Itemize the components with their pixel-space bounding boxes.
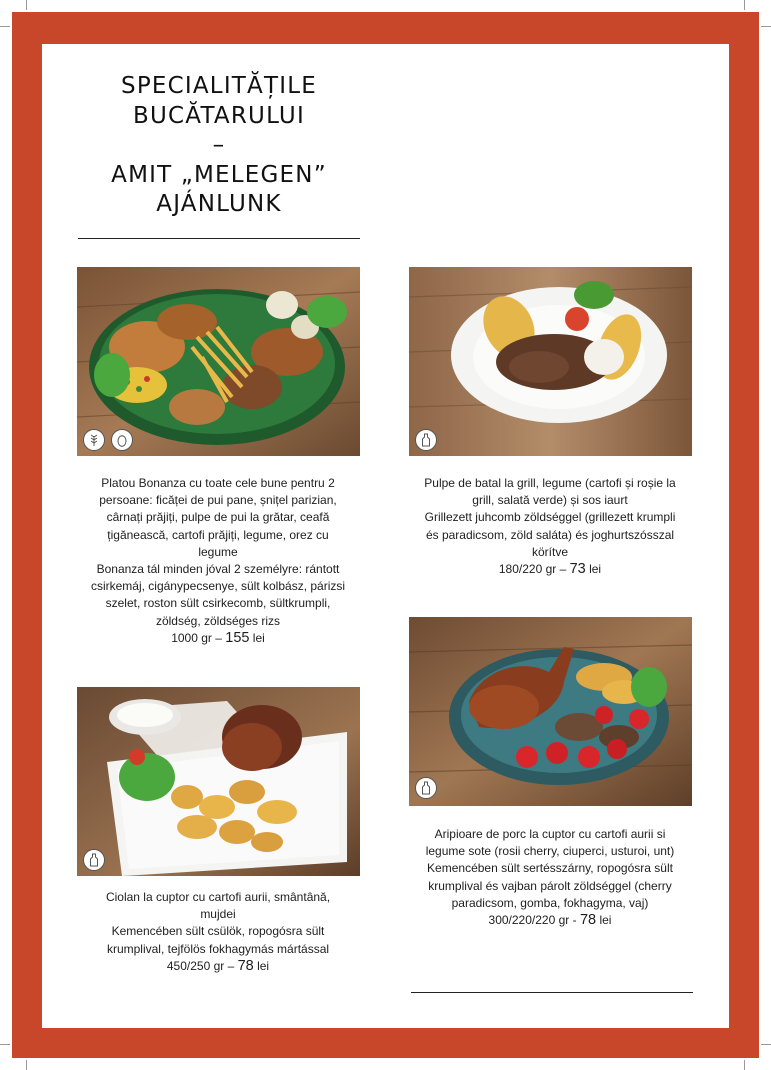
dish-weight: 1000 gr – <box>171 630 222 645</box>
price-line <box>400 561 700 578</box>
title-divider <box>78 238 360 239</box>
lamb-grill-photo <box>409 267 692 456</box>
crop-mark <box>0 1044 10 1045</box>
crop-mark <box>0 26 10 27</box>
description-line: persoane: ficăței de pui pane, șnițel parizian, <box>99 493 337 508</box>
egg-icon <box>111 429 133 451</box>
description-line: Kemencében sült csülök, ropogósra sült <box>111 924 325 939</box>
description-line: țigănească, cartofi prăjiți, legume, orez cu <box>107 527 329 542</box>
dish-weight: 450/250 gr – <box>166 958 235 973</box>
dish-weight: 180/220 gr – <box>498 562 567 577</box>
description-line: Bonanza tál minden jóval 2 személyre: rántott <box>96 562 340 577</box>
dish-price: 78 <box>237 957 254 974</box>
dish-description <box>68 889 368 975</box>
price-currency: lei <box>257 958 270 973</box>
description-line: Kemencében sült sertésszárny, ropogósra sült <box>427 861 673 876</box>
bottom-divider <box>411 992 693 993</box>
crop-mark <box>26 1060 27 1070</box>
description-line: krumplival és vajban párolt zöldséggel (cherry <box>428 878 672 893</box>
title-dash: – <box>212 132 226 158</box>
page-title <box>78 72 360 220</box>
frame-border-bottom <box>12 1028 759 1058</box>
price-currency: lei <box>599 913 612 928</box>
description-line: Ciolan la cuptor cu cartofi aurii, smântână, <box>105 890 331 904</box>
price-line <box>400 912 700 929</box>
description-line: paradicsom, gomba, fokhagyma, vaj) <box>451 895 649 910</box>
milk-bottle-icon <box>415 429 437 451</box>
dish-price: 73 <box>569 561 586 578</box>
description-line: csirkemáj, cigánypecsenye, sült kolbász, párizsi <box>90 579 346 594</box>
description-line: mujdei <box>200 907 236 922</box>
price-currency: lei <box>252 630 265 645</box>
dish-price: 155 <box>225 629 250 646</box>
dish-description <box>68 475 368 647</box>
crop-mark <box>26 0 27 10</box>
title-line: AJÁNLUNK <box>156 191 282 217</box>
dish-description <box>400 826 700 929</box>
description-line: legume <box>198 544 238 559</box>
description-line: Platou Bonanza cu toate cele bune pentru 2 <box>101 476 335 490</box>
title-line: AMIT „MELEGEN” <box>111 161 327 188</box>
crop-mark <box>761 26 771 27</box>
description-line: Aripioare de porc la cuptor cu cartofi aurii si <box>434 827 666 841</box>
price-line <box>68 958 368 975</box>
milk-bottle-icon <box>83 849 105 871</box>
crop-mark <box>744 1060 745 1070</box>
crop-mark <box>761 1044 771 1045</box>
description-line: grill, salată verde) și sos iaurt <box>472 493 628 508</box>
dish-description <box>400 475 700 578</box>
crop-mark <box>744 0 745 10</box>
pork-wings-photo <box>409 617 692 806</box>
pork-knuckle-photo <box>77 687 360 876</box>
milk-bottle-icon <box>415 777 437 799</box>
description-line: Grillezett juhcomb zöldséggel (grillezett krumpli <box>424 510 676 525</box>
frame-border-top <box>12 12 759 44</box>
wheat-icon <box>83 429 105 451</box>
description-line: szelet, roston sült csirkecomb, sültkrumpli, <box>105 596 331 611</box>
description-line: zöldség, zöldséges rizs <box>155 613 281 628</box>
title-line: SPECIALITĂȚILE <box>121 73 317 99</box>
frame-border-right <box>729 12 759 1058</box>
description-line: cârnați prăjiți, pulpe de pui la grătar, ceafă <box>106 510 330 525</box>
description-line: Pulpe de batal la grill, legume (cartofi și roșie la <box>424 476 676 490</box>
description-line: körítve <box>531 544 568 559</box>
price-currency: lei <box>589 562 602 577</box>
description-line: legume sote (rosii cherry, ciuperci, usturoi, unt) <box>425 844 675 859</box>
bonanza-platter-photo <box>77 267 360 456</box>
title-line: BUCĂTARULUI <box>133 102 305 129</box>
price-line <box>68 630 368 647</box>
dish-weight: 300/220/220 gr - <box>488 913 577 928</box>
frame-border-left <box>12 12 42 1058</box>
description-line: és paradicsom, zöld saláta) és joghurtszósszal <box>425 527 675 542</box>
dish-price: 78 <box>579 912 597 929</box>
description-line: krumplival, tejfölös fokhagymás mártással <box>106 941 330 956</box>
